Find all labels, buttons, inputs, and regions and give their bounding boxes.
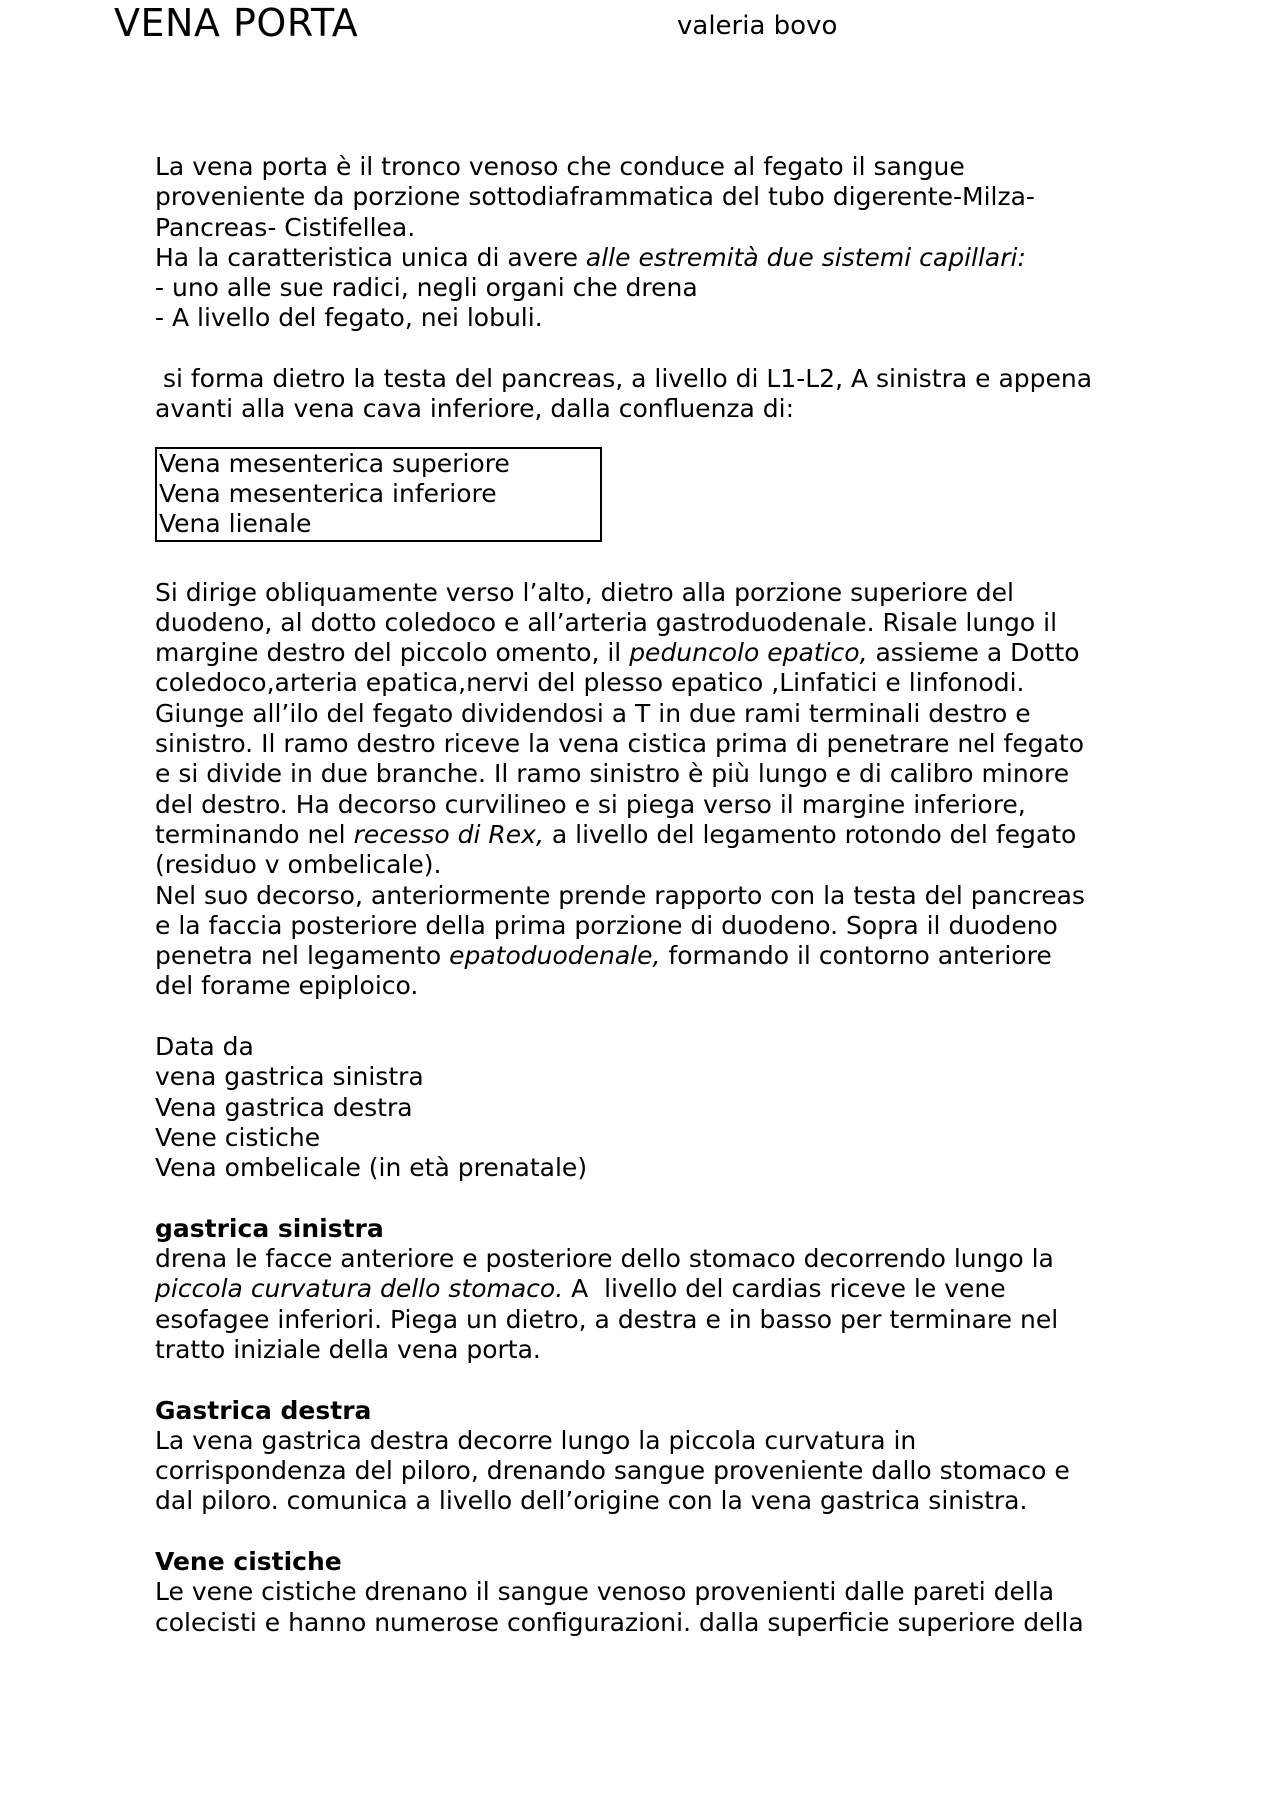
text-span: a livello del legamento rotondo del fegato [543, 819, 1077, 849]
list-item: Vene cistiche [155, 1122, 321, 1152]
text-line: dal piloro. comunica a livello dell’origine con la vena gastrica sinistra. [155, 1486, 1028, 1516]
text-line: colecisti e hanno numerose configurazioni. dalla superficie superiore della [155, 1607, 1084, 1637]
gastrica-sinistra-section [155, 1214, 1155, 1365]
box-item: Vena mesenterica superiore [159, 448, 510, 478]
text-line: proveniente da porzione sottodiaframmatica del tubo digerente-Milza- [155, 182, 1035, 212]
text-line: Giunge all’ilo del fegato dividendosi a T in due rami terminali destro e [155, 698, 1031, 728]
course-section [155, 578, 1155, 1002]
bullet-line: - A livello del fegato, nei lobuli. [155, 303, 543, 333]
text-span: Ha la caratteristica unica di avere [155, 242, 586, 272]
vene-cistiche-section [155, 1547, 1155, 1638]
italic-span: peduncolo epatico, [629, 638, 868, 668]
text-line [155, 243, 1155, 273]
text-line: coledoco,arteria epatica,nervi del plesso epatico ,Linfatici e linfonodi. [155, 668, 1025, 698]
text-span: formando il contorno anteriore [660, 941, 1052, 971]
italic-span: piccola curvatura dello stomaco. [155, 1274, 564, 1304]
list-item: vena gastrica sinistra [155, 1062, 424, 1092]
text-line: sinistro. Il ramo destro riceve la vena cistica prima di penetrare nel fegato [155, 729, 1085, 759]
bullet-line: - uno alle sue radici, negli organi che drena [155, 273, 698, 303]
tributaries-section [155, 1032, 1155, 1183]
text-line: del destro. Ha decorso curvilineo e si piega verso il margine inferiore, [155, 789, 1026, 819]
box-item: Vena mesenterica inferiore [159, 478, 497, 508]
text-line: avanti alla vena cava inferiore, dalla confluenza di: [155, 394, 795, 424]
text-line: Le vene cistiche drenano il sangue venoso provenienti dalle pareti della [155, 1577, 1055, 1607]
text-line [155, 638, 1155, 668]
text-line: La vena gastrica destra decorre lungo la piccola curvatura in [155, 1425, 917, 1455]
section-heading: Vene cistiche [155, 1547, 342, 1577]
list-item: Vena gastrica destra [155, 1092, 413, 1122]
text-line: Nel suo decorso, anteriormente prende rapporto con la testa del pancreas [155, 880, 1085, 910]
text-line [155, 1274, 1155, 1304]
italic-span: epatoduodenale, [449, 941, 661, 971]
text-line: (residuo v ombelicale). [155, 850, 442, 880]
confluence-box [155, 447, 602, 542]
text-line: Pancreas- Cistifellea. [155, 212, 416, 242]
text-line: La vena porta è il tronco venoso che conduce al fegato il sangue [155, 152, 965, 181]
italic-span: recesso di Rex, [353, 819, 544, 849]
text-line [155, 820, 1155, 850]
text-line: Data da [155, 1032, 254, 1062]
text-line: tratto iniziale della vena porta. [155, 1334, 541, 1364]
text-span: margine destro del piccolo omento, il [155, 638, 630, 668]
section-heading: gastrica sinistra [155, 1213, 384, 1243]
formation-section [155, 364, 1155, 541]
text-line [155, 941, 1155, 971]
text-line: del forame epiploico. [155, 971, 419, 1001]
text-line: si forma dietro la testa del pancreas, a livello di L1-L2, A sinistra e appena [155, 364, 1093, 394]
list-item: Vena ombelicale (in età prenatale) [155, 1153, 588, 1183]
text-span: assieme a Dotto [867, 638, 1080, 668]
text-span: A livello del cardias riceve le vene [563, 1274, 1006, 1304]
gastrica-destra-section [155, 1396, 1155, 1517]
box-item: Vena lienale [159, 509, 312, 539]
text-line: drena le facce anteriore e posteriore dello stomaco decorrendo lungo la [155, 1244, 1054, 1274]
section-heading: Gastrica destra [155, 1395, 372, 1425]
text-line: esofagee inferiori. Piega un dietro, a destra e in basso per terminare nel [155, 1304, 1059, 1334]
text-line: corrispondenza del piloro, drenando sangue proveniente dallo stomaco e [155, 1456, 1070, 1486]
author-name: valeria bovo [677, 11, 838, 41]
text-span: penetra nel legamento [155, 941, 450, 971]
intro-section [155, 152, 1155, 334]
text-line: e la faccia posteriore della prima porzione di duodeno. Sopra il duodeno [155, 910, 1058, 940]
text-span: terminando nel [155, 819, 354, 849]
text-line: duodeno, al dotto coledoco e all’arteria gastroduodenale. Risale lungo il [155, 607, 1058, 637]
document-body [155, 152, 1155, 1638]
page-title: VENA PORTA [114, 1, 359, 45]
text-line: e si divide in due branche. Il ramo sinistro è più lungo e di calibro minore [155, 759, 1070, 789]
italic-span: alle estremità due sistemi capillari: [585, 242, 1026, 272]
text-line: Si dirige obliquamente verso l’alto, dietro alla porzione superiore del [155, 577, 1014, 607]
